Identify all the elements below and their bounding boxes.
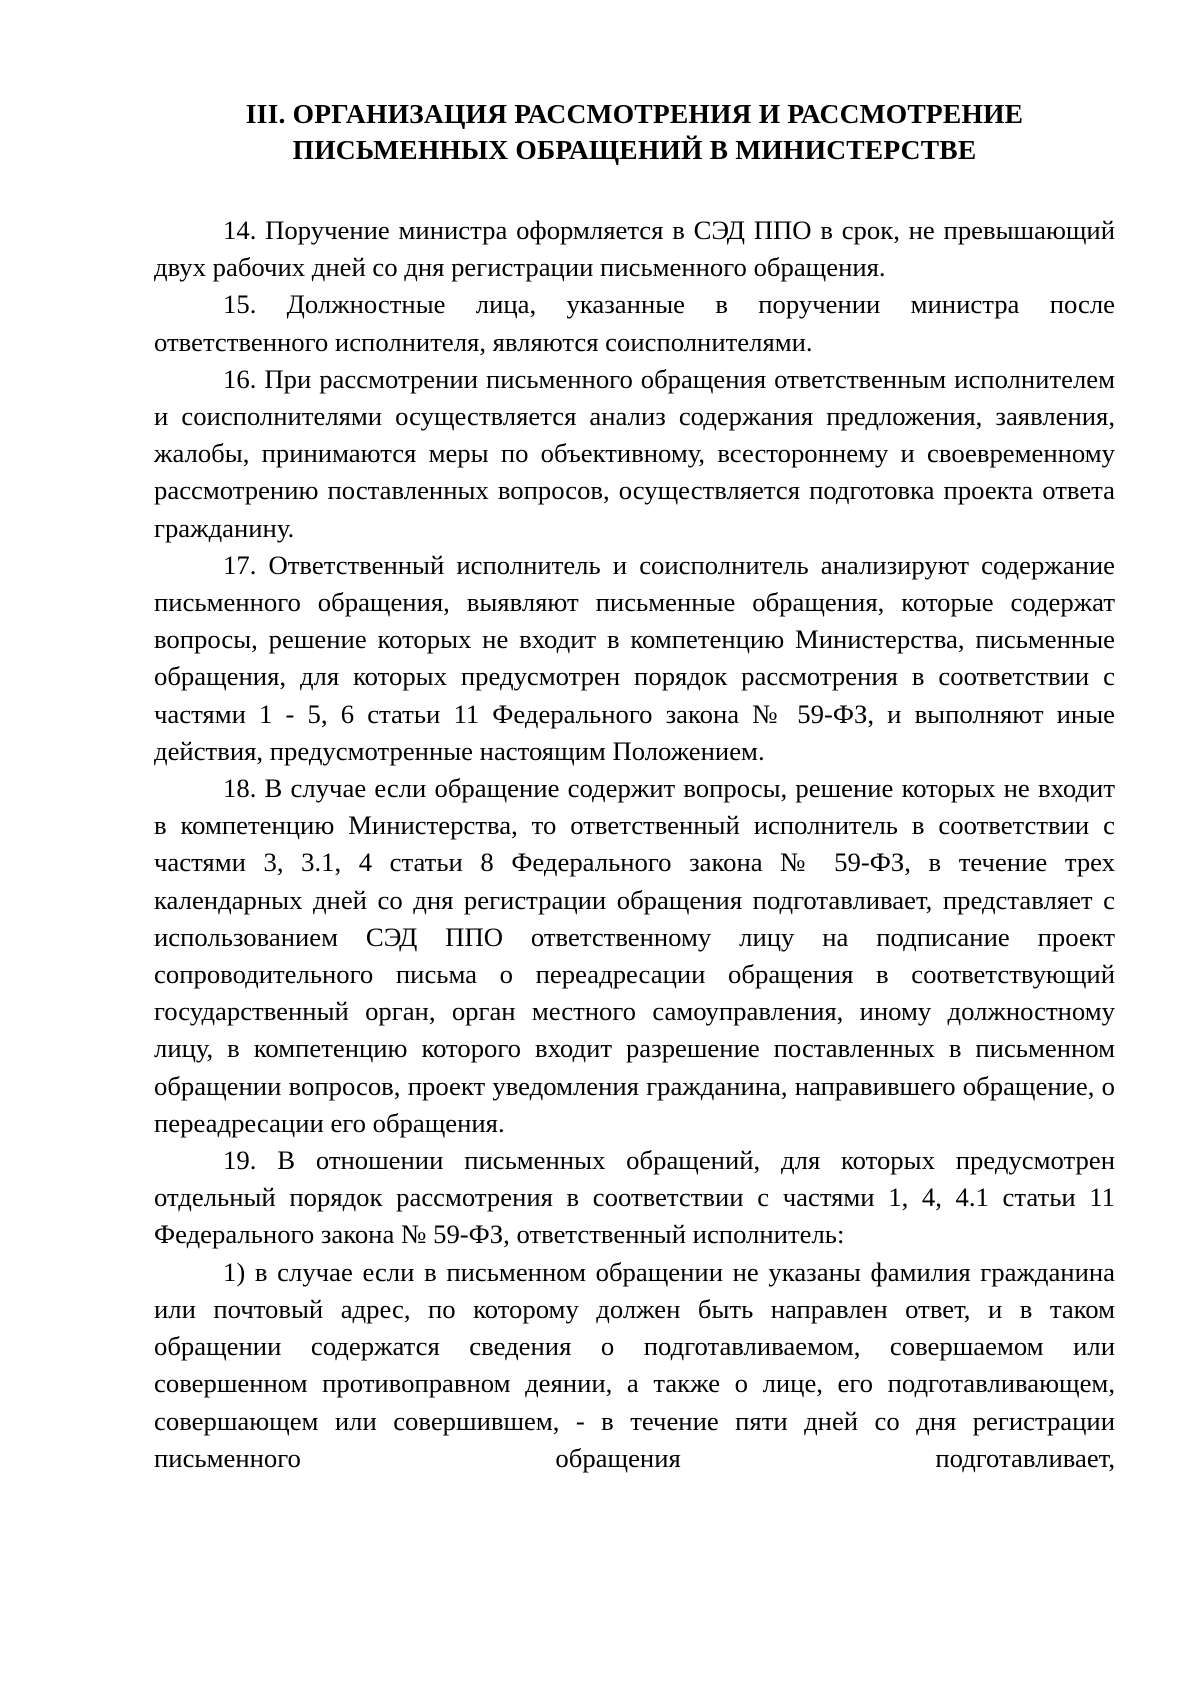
paragraph-17: 17. Ответственный исполнитель и соисполнитель анализируют содержание письменного обращения, выявляют письменные обращения, которые содержат вопросы, решение которых не входит в компетенцию Министерства, письменные обращения, для которых предусмотрен порядок рассмотрения в соответствии с частями 1 - 5, 6 статьи 11 Федерального закона № 59-ФЗ, и выполняют иные действия, предусмотренные настоящим Положением.: [154, 549, 1115, 766]
paragraph-16: 16. При рассмотрении письменного обращения ответственным исполнителем и соисполнителями осуществляется анализ содержания предложения, заявления, жалобы, принимаются меры по объективному, всестороннему и своевременному рассмотрению поставленных вопросов, осуществляется подготовка проекта ответа гражданину.: [154, 363, 1115, 543]
section-title-line-2: ПИСЬМЕННЫХ ОБРАЩЕНИЙ В МИНИСТЕРСТВЕ: [292, 134, 977, 165]
paragraph-19: 19. В отношении письменных обращений, для которых предусмотрен отдельный порядок рассмотрения в соответствии с частями 1, 4, 4.1 статьи 11 Федерального закона № 59-ФЗ, ответственный исполнитель:: [154, 1145, 1115, 1250]
section-title-line-1: III. ОРГАНИЗАЦИЯ РАССМОТРЕНИЯ И РАССМОТРЕНИЕ: [245, 98, 1024, 129]
document-page: [154, 96, 1115, 1477]
paragraph-15: 15. Должностные лица, указанные в поручении министра после ответственного исполнителя, являются соисполнителями.: [154, 289, 1115, 357]
paragraph-14: 14. Поручение министра оформляется в СЭД ППО в срок, не превышающий двух рабочих дней со дня регистрации письменного обращения.: [154, 215, 1115, 283]
paragraph-19-item-1: 1) в случае если в письменном обращении не указаны фамилия гражданина или почтовый адрес, по которому должен быть направлен ответ, и в таком обращении содержатся сведения о подготавливаемом, совершаемом или совершенном противоправном деянии, а также о лице, его подготавливающем, совершающем или совершившем, - в течение пяти дней со дня регистрации письменного обращения подготавливает,: [154, 1256, 1115, 1473]
section-title: [154, 96, 1115, 168]
paragraph-18: 18. В случае если обращение содержит вопросы, решение которых не входит в компетенцию Министерства, то ответственный исполнитель в соответствии с частями 3, 3.1, 4 статьи 8 Федерального закона № 59-ФЗ, в течение трех календарных дней со дня регистрации обращения подготавливает, представляет с использованием СЭД ППО ответственному лицу на подписание проект сопроводительного письма о переадресации обращения в соответствующий государственный орган, орган местного самоуправления, иному должностному лицу, в компетенцию которого входит разрешение поставленных в письменном обращении вопросов, проект уведомления гражданина, направившего обращение, о переадресации его обращения.: [154, 773, 1115, 1138]
document-body: [154, 212, 1115, 1477]
